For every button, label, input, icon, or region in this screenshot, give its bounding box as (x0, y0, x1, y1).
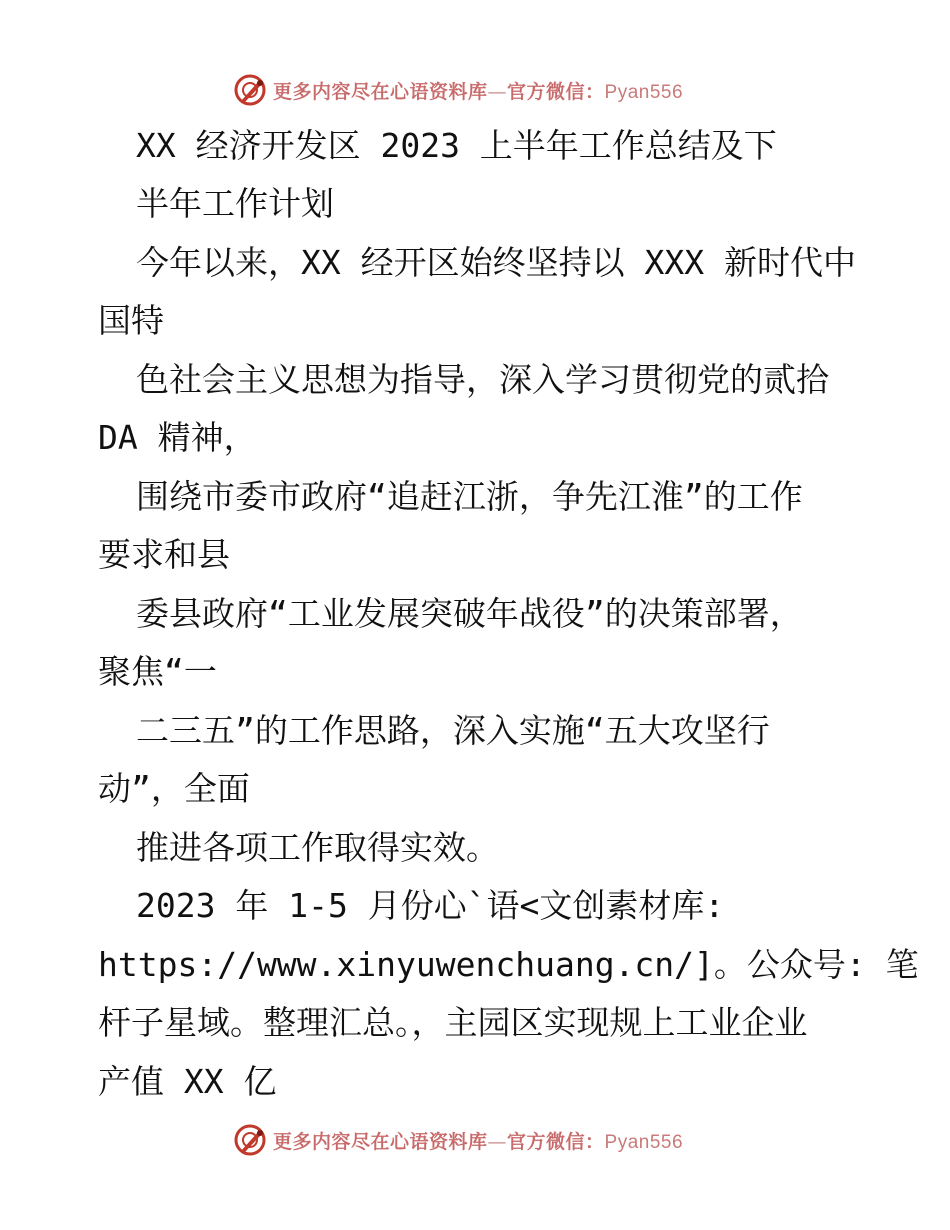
doc-paragraph-line: DA 精神， (98, 418, 257, 457)
footer-banner-wechat-id: Pyan556 (604, 1131, 684, 1153)
doc-paragraph-line: 国特 (98, 301, 164, 340)
doc-paragraph-line: 委县政府“工业发展突破年战役”的决策部署， (136, 594, 803, 633)
doc-paragraph-line: 色社会主义思想为指导，深入学习贯彻党的贰拾 (136, 360, 829, 399)
brand-logo-icon (233, 1123, 267, 1157)
doc-title-line-2: 半年工作计划 (136, 184, 334, 223)
doc-paragraph-line: 要求和县 (98, 535, 230, 574)
footer-banner-text (273, 1127, 683, 1154)
header-banner-wechat-label: 官方微信： (507, 80, 605, 103)
doc-paragraph-line: 今年以来，XX 经开区始终坚持以 XXX 新时代中 (136, 243, 856, 282)
footer-banner-slogan: 更多内容尽在心语资料库 (273, 1130, 488, 1153)
doc-paragraph-line: 产值 XX 亿 (98, 1062, 277, 1101)
doc-paragraph-line: 动”，全面 (98, 769, 250, 808)
doc-paragraph-line: https://www.xinyuwenchuang.cn/]。公众号: 笔 (98, 945, 919, 984)
doc-paragraph-line: 推进各项工作取得实效。 (136, 828, 499, 867)
doc-title-line-1: XX 经济开发区 2023 上半年工作总结及下 (136, 126, 777, 165)
header-banner-separator: — (487, 80, 508, 103)
footer-banner (233, 1120, 683, 1160)
footer-banner-separator: — (487, 1130, 508, 1153)
header-banner-text (273, 77, 683, 104)
header-banner-wechat-id: Pyan556 (604, 81, 684, 103)
header-banner (233, 70, 683, 110)
doc-paragraph-line: 2023 年 1-5 月份心`语<文创素材库: (136, 886, 725, 925)
doc-paragraph-line: 二三五”的工作思路，深入实施“五大攻坚行 (136, 711, 770, 750)
doc-paragraph-line: 聚焦“一 (98, 652, 217, 691)
doc-paragraph-line: 杆子星域。整理汇总。，主园区实现规上工业企业 (98, 1003, 808, 1042)
doc-paragraph-line: 围绕市委市政府“追赶江浙，争先江淮”的工作 (136, 477, 803, 516)
footer-banner-wechat-label: 官方微信： (507, 1130, 605, 1153)
brand-logo-icon (233, 73, 267, 107)
header-banner-slogan: 更多内容尽在心语资料库 (273, 80, 488, 103)
